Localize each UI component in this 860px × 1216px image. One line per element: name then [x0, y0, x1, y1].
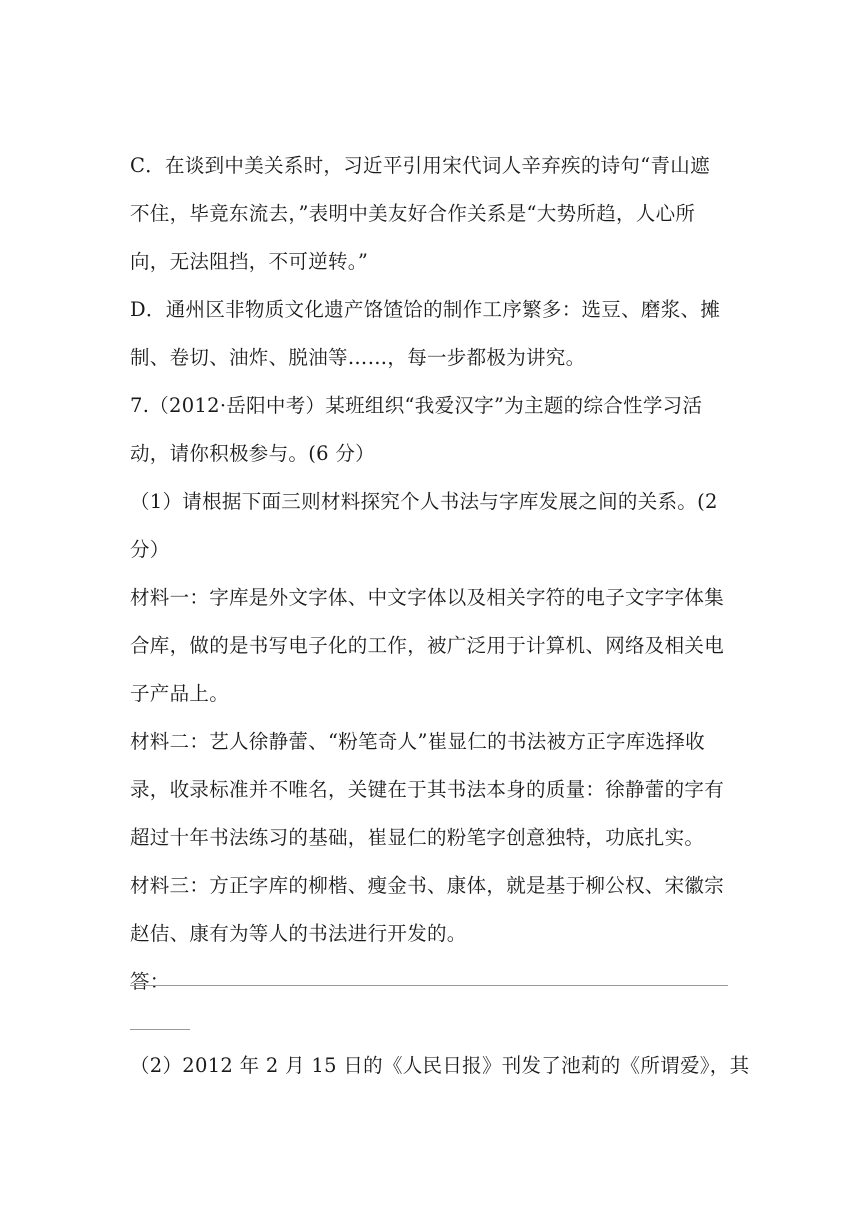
material-2-line-2: 录，收录标准并不唯名，关键在于其书法本身的质量：徐静蕾的字有: [130, 778, 725, 801]
option-c-line-2: 不住，毕竟东流去，”表明中美友好合作关系是“大势所趋，人心所: [130, 202, 696, 225]
material-1-line-1: 材料一：字库是外文字体、中文字体以及相关字符的电子文字字体集: [130, 586, 725, 609]
answer-label: 答：: [130, 970, 170, 993]
material-1-line-2: 合库，做的是书写电子化的工作，被广泛用于计算机、网络及相关电: [130, 634, 725, 657]
material-2-line-1: 材料二：艺人徐静蕾、“粉笔奇人”崔显仁的书法被方正字库选择收: [130, 730, 705, 753]
material-3-line-2: 赵佶、康有为等人的书法进行开发的。: [130, 922, 467, 945]
answer-line: [130, 985, 728, 986]
material-2-line-3: 超过十年书法练习的基础，崔显仁的粉笔字创意独特，功底扎实。: [130, 826, 705, 849]
question-7-line-2: 动，请你积极参与。(6 分）: [130, 442, 375, 465]
subquestion-1-line-1: （1）请根据下面三则材料探究个人书法与字库发展之间的关系。(2: [130, 490, 718, 513]
option-c-line-3: 向，无法阻挡，不可逆转。”: [130, 250, 369, 273]
option-d-line-2: 制、卷切、油炸、脱油等……，每一步都极为讲究。: [130, 346, 586, 369]
option-c-line-1: C．在谈到中美关系时，习近平引用宋代词人辛弃疾的诗句“青山遮: [130, 154, 710, 177]
question-7-line-1: 7.（2012·岳阳中考）某班组织“我爱汉字”为主题的综合性学习活: [130, 394, 703, 417]
material-3-line-1: 材料三：方正字库的柳楷、瘦金书、康体，就是基于柳公权、宋徽宗: [130, 874, 725, 897]
subquestion-2-line-1: （2）2012 年 2 月 15 日的《人民日报》刊发了池莉的《所谓爱》，其: [130, 1054, 750, 1077]
option-d-line-1: D．通州区非物质文化遗产饹馇饸的制作工序繁多：选豆、磨浆、摊: [130, 298, 721, 321]
subquestion-1-line-2: 分）: [130, 538, 170, 561]
answer-line-continuation: [130, 1029, 190, 1030]
material-1-line-3: 子产品上。: [130, 682, 230, 705]
